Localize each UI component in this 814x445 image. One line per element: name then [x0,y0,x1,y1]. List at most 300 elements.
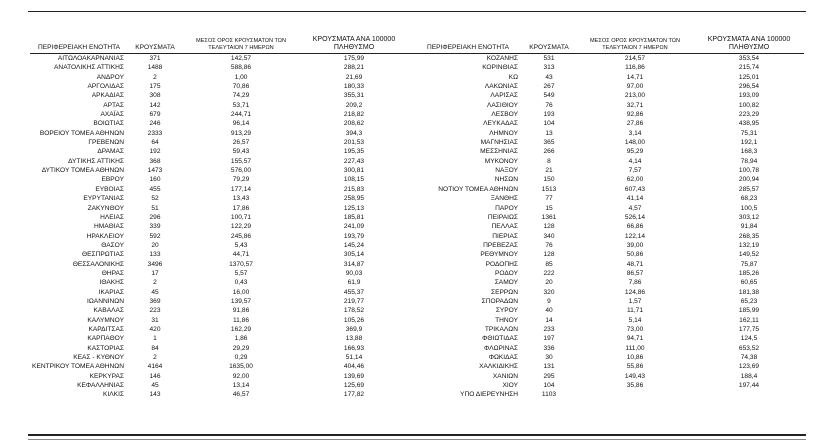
right-per100k-value: 60,65 [740,279,758,287]
right-per100k-value: 268,35 [738,232,760,240]
left-avg7-value: 0,43 [234,279,248,287]
right-region-name: ΧΑΛΚΙΔΙΚΗΣ [479,363,518,371]
left-region-name: ΕΥΒΟΙΑΣ [95,185,124,193]
right-avg7-value: 213,00 [624,92,646,100]
right-per100k-value: 296,54 [738,83,760,91]
right-avg7-value: 35,86 [626,382,644,390]
table-row [30,204,804,213]
right-region-name: ΛΑΡΙΣΑΣ [490,92,518,100]
left-avg7-value: 142,57 [230,55,252,62]
table-row [30,166,804,175]
table-row [30,73,804,82]
left-region-name: ΙΩΑΝΝΙΝΩΝ [87,297,124,305]
left-region-name: ΑΧΑΪΑΣ [100,111,124,119]
left-cases-value: 142 [149,101,161,109]
left-cases-value: 160 [149,176,161,184]
right-cases-value: 193 [543,111,555,119]
right-cases-value: 222 [543,269,555,277]
left-cases-value: 146 [149,372,161,380]
right-per100k-value: 65,23 [740,297,758,305]
right-avg7-value: 48,71 [626,260,644,268]
left-cases-value: 420 [149,325,161,333]
right-per100k-value: 75,87 [740,260,758,268]
right-cases-value: 104 [543,120,555,128]
right-cases-value: 76 [545,241,553,249]
left-avg7-value: 59,43 [232,148,250,156]
left-avg7-value: 1,86 [234,335,248,343]
left-region-name: ΘΗΡΑΣ [101,269,124,277]
left-region-name: ΑΡΓΟΛΙΔΑΣ [87,83,124,91]
right-per100k-value: 193,09 [738,92,760,100]
left-cases-value: 371 [149,55,161,62]
left-per100k-value: 166,93 [343,344,365,352]
left-avg7-value: 13,43 [232,195,250,203]
left-region-name: ΖΑΚΥΝΘΟΥ [87,204,124,212]
left-avg7-value: 5,43 [234,241,248,249]
left-per100k-value: 209,2 [345,101,363,109]
right-per100k-value: 285,57 [738,185,760,193]
left-region-name: ΔΥΤΙΚΗΣ ΑΤΤΙΚΗΣ [68,157,124,165]
right-cases-value: 295 [543,372,555,380]
bottom-rule-thin [28,439,806,440]
left-per100k-value: 219,77 [343,297,365,305]
right-region-name: ΡΟΔΟΥ [495,269,518,277]
right-per100k-value: 353,54 [738,55,760,62]
left-per100k-value: 125,13 [343,204,365,212]
left-region-name: ΘΕΣΠΡΩΤΙΑΣ [81,251,124,259]
left-avg7-value: 1635,00 [229,363,253,371]
left-cases-value: 1 [153,335,157,343]
header-per100k: ΚΡΟΥΣΜΑΤΑ ΑΝΑ 100000 ΠΛΗΘΥΣΜΟ [300,20,408,54]
left-cases-value: 1488 [147,64,163,72]
right-cases-value: 197 [543,335,555,343]
right-avg7-value: 11,71 [626,307,643,315]
header-avg7: ΜΕΣΟΣ ΟΡΟΣ ΚΡΟΥΣΜΑΤΩΝ ΤΩΝ ΤΕΛΕΥΤΑΙΩΝ 7 ΗΜΕΡΩΝ [182,20,300,54]
left-region-name: ΙΚΑΡΙΑΣ [98,288,124,296]
left-cases-value: 51 [151,204,159,212]
right-per100k-value: 303,12 [738,213,760,221]
left-avg7-value: 5,57 [234,269,248,277]
table-row [30,138,804,147]
left-region-name: ΚΙΛΚΙΣ [103,391,124,399]
right-cases-value: 104 [543,382,555,390]
right-avg7-value: 111,00 [625,344,645,352]
table-row [30,175,804,184]
table-row [30,119,804,128]
left-per100k-value: 455,37 [343,288,365,296]
table-row [30,372,804,381]
right-cases-value: 21 [545,167,553,175]
right-avg7-value: 1,57 [628,297,642,305]
right-avg7-value: 4,14 [628,157,642,165]
right-per100k-value: 68,23 [740,195,758,203]
left-avg7-value: 44,71 [232,251,250,259]
left-cases-value: 192 [149,148,161,156]
right-avg7-value: 41,14 [626,195,644,203]
right-region-name: ΥΠΟ ΔΙΕΡΕΥΝΗΣΗ [460,391,518,399]
right-region-name: ΠΡΕΒΕΖΑΣ [483,241,518,249]
table-row [30,353,804,362]
left-per100k-value: 369,9 [345,325,363,333]
right-per100k-value: 74,38 [740,354,758,361]
left-avg7-value: 245,86 [230,232,252,240]
table-row [30,101,804,110]
right-per100k-value [694,390,804,399]
left-region-name: ΓΡΕΒΕΝΩΝ [88,139,124,147]
right-per100k-value: 177,75 [738,325,760,333]
header-avg7-right: ΜΕΣΟΣ ΟΡΟΣ ΚΡΟΥΣΜΑΤΩΝ ΤΩΝ ΤΕΛΕΥΤΑΙΩΝ 7 ΗΜΕΡΩΝ [576,20,694,54]
right-avg7-value: 7,57 [628,167,642,175]
left-region-name: ΚΕΡΚΥΡΑΣ [89,372,124,380]
left-avg7-value: 100,71 [230,213,252,221]
right-region-name: ΠΑΡΟΥ [495,204,518,212]
left-cases-value: 2 [153,354,157,361]
right-avg7-value [576,390,694,399]
right-avg7-value: 94,71 [626,335,644,343]
table-row [30,278,804,287]
table-row [30,325,804,334]
right-cases-value: 30 [545,354,553,361]
right-region-name: ΚΟΖΑΝΗΣ [486,55,518,62]
right-region-name: ΤΗΝΟΥ [495,316,518,324]
right-avg7-value: 66,86 [626,223,644,231]
right-cases-value: 8 [547,157,551,165]
right-per100k-value: 188,4 [740,372,758,380]
left-per100k-value: 185,81 [343,213,365,221]
right-region-name: ΠΕΛΛΑΣ [491,223,518,231]
left-region-name: ΕΒΡΟΥ [101,176,124,184]
right-cases-value: 1103 [541,391,557,399]
left-region-name: ΗΛΕΙΑΣ [100,213,124,221]
right-region-name: ΣΕΡΡΩΝ [491,288,518,296]
right-region-name: ΚΟΡΙΝΘΙΑΣ [482,64,518,72]
left-cases-value: 45 [151,382,159,390]
right-per100k-value: 100,5 [740,204,758,212]
right-cases-value: 267 [543,83,555,91]
right-region-name: ΦΩΚΙΔΑΣ [488,354,518,361]
left-per100k-value: 305,14 [343,251,365,259]
right-region-name: ΡΕΘΥΜΝΟΥ [480,251,518,259]
left-cases-value: 368 [149,157,161,165]
left-region-name: ΘΕΣΣΑΛΟΝΙΚΗΣ [72,260,124,268]
right-cases-value: 266 [543,148,555,156]
table-row [30,91,804,100]
right-per100k-value: 162,11 [739,316,759,324]
left-region-name: ΑΙΤΩΛΟΑΚΑΡΝΑΝΙΑΣ [57,55,124,62]
right-cases-value: 549 [543,92,555,100]
right-cases-value: 365 [543,139,555,147]
table-row [30,381,804,390]
left-cases-value: 592 [149,232,161,240]
right-cases-value: 336 [543,344,555,352]
right-per100k-value: 168,3 [740,148,758,156]
left-region-name: ΒΟΙΩΤΙΑΣ [93,120,124,128]
table-row [30,222,804,231]
left-region-name: ΔΥΤΙΚΟΥ ΤΟΜΕΑ ΑΘΗΝΩΝ [41,167,124,175]
right-cases-value: 128 [543,251,555,259]
bottom-rule [28,434,806,436]
left-avg7-value: 913,29 [230,129,252,137]
right-region-name: ΧΙΟΥ [502,382,518,390]
right-cases-value: 531 [543,55,555,62]
left-region-name: ΚΑΡΠΑΘΟΥ [87,335,124,343]
right-region-name: ΜΑΓΝΗΣΙΑΣ [480,139,518,147]
left-per100k-value: 21,69 [345,73,363,81]
right-per100k-value: 653,52 [738,344,760,352]
right-cases-value: 320 [543,288,555,296]
left-cases-value: 246 [149,120,161,128]
left-avg7-value: 11,86 [232,316,249,324]
left-region-name: ΚΑΣΤΟΡΙΑΣ [87,344,124,352]
left-region-name: ΚΑΛΥΜΝΟΥ [87,316,124,324]
right-avg7-value: 607,43 [624,185,646,193]
left-per100k-value: 241,09 [343,223,365,231]
right-per100k-value: 78,94 [740,157,758,165]
right-per100k-value: 132,19 [738,241,760,249]
right-avg7-value: 116,86 [625,64,645,72]
left-avg7-value: 0,29 [234,354,248,361]
right-region-name: ΜΥΚΟΝΟΥ [484,157,518,165]
right-cases-value: 77 [545,195,553,203]
left-region-name: ΑΝΑΤΟΛΙΚΗΣ ΑΤΤΙΚΗΣ [54,64,124,72]
left-region-name: ΙΘΑΚΗΣ [99,279,124,287]
right-cases-value: 13 [545,129,553,137]
table-row [30,250,804,259]
right-per100k-value: 438,95 [738,120,760,128]
left-avg7-value: 139,57 [230,297,252,305]
left-cases-value: 64 [151,139,159,147]
table-row [30,232,804,241]
left-region-name: ΚΕΦΑΛΛΗΝΙΑΣ [77,382,124,390]
right-cases-value: 9 [547,297,551,305]
left-cases-value: 143 [149,391,161,399]
right-avg7-value: 4,57 [628,204,642,212]
left-avg7-value: 177,14 [230,185,252,193]
right-avg7-value: 526,14 [624,213,646,221]
left-per100k-value: 218,82 [343,111,365,119]
right-cases-value: 233 [543,325,555,333]
right-per100k-value: 185,99 [738,307,760,315]
right-avg7-value: 73,00 [626,325,644,333]
left-region-name: ΗΜΑΘΙΑΣ [94,223,124,231]
right-avg7-value: 214,57 [624,55,646,62]
table-row [30,297,804,306]
left-cases-value: 133 [149,251,161,259]
left-cases-value: 296 [149,213,161,221]
right-region-name: ΦΘΙΩΤΙΔΑΣ [482,335,518,343]
left-cases-value: 308 [149,92,161,100]
left-region-name: ΚΑΡΔΙΤΣΑΣ [88,325,124,333]
table-row [30,129,804,138]
left-per100k-value: 90,03 [345,269,363,277]
right-avg7-value: 86,57 [626,269,644,277]
right-region-name: ΝΑΞΟΥ [495,167,518,175]
left-avg7-value: 1370,57 [229,260,253,268]
right-avg7-value: 124,86 [624,288,646,296]
table-row [30,157,804,166]
right-per100k-value: 200,94 [738,176,760,184]
left-per100k-value: 13,88 [345,335,363,343]
left-per100k-value: 61,9 [347,279,361,287]
right-region-name: ΚΩ [508,73,518,81]
table-row [30,362,804,371]
right-cases-value: 14 [545,316,553,324]
left-region-name: ΚΕΝΤΡΙΚΟΥ ΤΟΜΕΑ ΑΘΗΝΩΝ [32,363,124,371]
left-per100k-value: 145,24 [343,241,365,249]
left-cases-value: 679 [149,111,161,119]
left-avg7-value: 91,86 [232,307,250,315]
right-region-name: ΣΥΡΟΥ [495,307,518,315]
left-avg7-value: 1,00 [234,73,248,81]
header-region-right: ΠΕΡΙΦΕΡΕΙΑΚΗ ΕΝΟΤΗΤΑ [414,20,522,54]
left-avg7-value: 162,29 [230,325,252,333]
left-cases-value: 4164 [147,363,163,371]
table-row [30,390,804,399]
right-per100k-value: 181,38 [738,288,760,296]
left-avg7-value: 46,57 [232,391,250,399]
left-cases-value: 84 [151,344,159,352]
left-per100k-value: 227,43 [343,157,365,165]
right-avg7-value: 39,00 [626,241,644,249]
left-cases-value: 2 [153,73,157,81]
left-region-name: ΑΡΚΑΔΙΑΣ [91,92,124,100]
left-avg7-value: 17,86 [232,204,250,212]
left-region-name: ΒΟΡΕΙΟΥ ΤΟΜΕΑ ΑΘΗΝΩΝ [39,129,124,137]
table-row [30,241,804,250]
left-cases-value: 175 [149,83,161,91]
right-per100k-value: 124,5 [740,335,758,343]
left-region-name: ΕΥΡΥΤΑΝΙΑΣ [83,195,124,203]
right-per100k-value: 75,31 [740,129,758,137]
right-per100k-value: 100,82 [738,101,760,109]
right-per100k-value: 192,1 [740,139,758,147]
right-region-name: ΡΟΔΟΠΗΣ [485,260,518,268]
table-row [30,269,804,278]
left-per100k-value: 394,3 [345,129,363,137]
right-avg7-value: 50,86 [626,251,644,259]
right-region-name: ΛΑΚΩΝΙΑΣ [484,83,518,91]
right-avg7-value: 7,86 [628,279,642,287]
left-cases-value: 339 [149,223,161,231]
table-row [30,213,804,222]
left-per100k-value: 193,79 [343,232,365,240]
right-region-name: ΠΙΕΡΙΑΣ [492,232,518,240]
right-avg7-value: 27,86 [626,120,644,128]
left-region-name: ΔΡΑΜΑΣ [97,148,124,156]
right-per100k-value: 149,52 [738,251,760,259]
right-cases-value: 15 [545,204,553,212]
left-cases-value: 369 [149,297,161,305]
left-per100k-value: 404,46 [343,363,365,371]
right-region-name: ΛΕΣΒΟΥ [491,111,518,119]
right-avg7-value: 148,00 [624,139,646,147]
right-region-name: ΝΗΣΩΝ [494,176,518,184]
right-avg7-value: 92,86 [626,111,644,119]
right-region-name: ΝΟΤΙΟΥ ΤΟΜΕΑ ΑΘΗΝΩΝ [438,185,518,193]
right-region-name: ΤΡΙΚΑΛΩΝ [484,325,518,333]
left-per100k-value: 314,87 [343,260,365,268]
table-row [30,185,804,194]
table-row [30,260,804,269]
left-per100k-value: 108,15 [343,176,365,184]
left-per100k-value: 180,33 [343,83,365,91]
left-per100k-value: 355,31 [343,92,365,100]
right-avg7-value: 32,71 [626,101,644,109]
right-per100k-value: 125,01 [738,73,760,81]
left-per100k-value: 139,69 [343,372,365,380]
left-per100k-value: 195,35 [343,148,365,156]
table-header [30,20,804,54]
table-row [30,63,804,72]
left-region-name: ΚΑΒΑΛΑΣ [93,307,124,315]
right-cases-value: 340 [543,232,555,240]
right-cases-value: 128 [543,223,555,231]
table-row [30,288,804,297]
right-per100k-value: 197,44 [738,382,760,390]
left-region-name: ΗΡΑΚΛΕΙΟΥ [86,232,124,240]
right-avg7-value: 62,00 [626,176,644,184]
right-avg7-value: 149,43 [624,372,646,380]
left-per100k-value: 300,81 [343,167,365,175]
left-cases-value: 455 [149,185,161,193]
right-per100k-value: 100,78 [738,167,760,175]
right-per100k-value: 223,29 [738,111,760,119]
right-avg7-value: 95,29 [626,148,644,156]
right-cases-value: 313 [543,64,555,72]
left-avg7-value: 29,29 [232,344,250,352]
left-avg7-value: 53,71 [232,101,250,109]
right-avg7-value: 14,71 [626,73,644,81]
table-row [30,54,804,64]
left-cases-value: 3496 [147,260,163,268]
right-cases-value: 40 [545,307,553,315]
right-per100k-value: 123,69 [738,363,760,371]
left-avg7-value: 79,29 [232,176,250,184]
left-region-name: ΑΡΤΑΣ [103,101,124,109]
right-region-name: ΦΛΩΡΙΝΑΣ [483,344,518,352]
left-avg7-value: 576,00 [230,167,252,175]
right-cases-value: 1513 [541,185,557,193]
left-cases-value: 45 [151,288,159,296]
left-avg7-value: 244,71 [230,111,252,119]
left-per100k-value: 215,83 [343,185,365,193]
table-row [30,334,804,343]
right-region-name: ΣΠΟΡΑΔΩΝ [481,297,518,305]
left-avg7-value: 588,86 [230,64,252,72]
left-avg7-value: 13,14 [232,382,250,390]
table-row [30,306,804,315]
header-cases: ΚΡΟΥΣΜΑΤΑ [128,20,182,54]
right-cases-value: 85 [545,260,553,268]
table-row [30,316,804,325]
right-cases-value: 76 [545,101,553,109]
header-region: ΠΕΡΙΦΕΡΕΙΑΚΗ ΕΝΟΤΗΤΑ [30,20,128,54]
left-avg7-value: 74,29 [232,92,250,100]
left-per100k-value: 258,95 [343,195,365,203]
right-per100k-value: 91,84 [740,223,758,231]
left-per100k-value: 51,14 [345,354,363,361]
left-per100k-value: 208,62 [343,120,365,128]
right-cases-value: 1361 [541,213,557,221]
right-avg7-value: 10,86 [626,354,644,361]
left-region-name: ΚΕΑΣ - ΚΥΘΝΟΥ [73,354,124,361]
right-region-name: ΧΑΝΙΩΝ [492,372,518,380]
left-per100k-value: 125,69 [343,382,365,390]
left-per100k-value: 178,52 [343,307,365,315]
right-region-name: ΠΕΙΡΑΙΩΣ [487,213,518,221]
right-cases-value: 150 [543,176,555,184]
header-per100k-right: ΚΡΟΥΣΜΑΤΑ ΑΝΑ 100000 ΠΛΗΘΥΣΜΟ [694,20,804,54]
